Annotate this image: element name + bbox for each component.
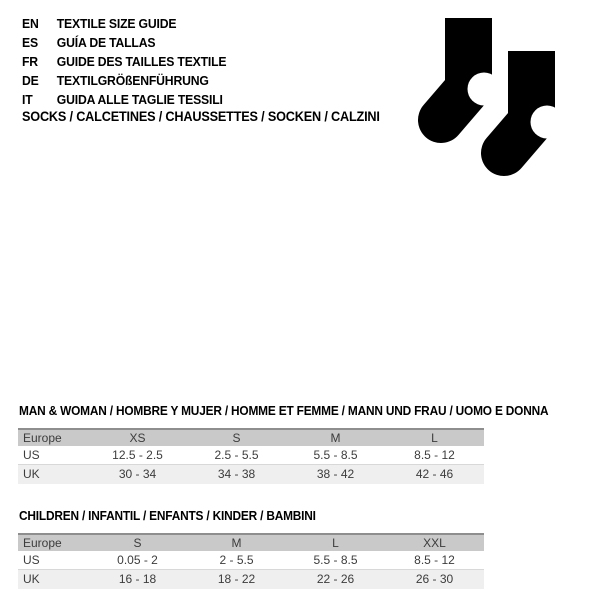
size-table [18, 533, 484, 589]
language-code: FR [22, 54, 38, 69]
table-header-row [18, 533, 484, 551]
column-header-s: S [232, 431, 241, 445]
column-header-europe: Europe [23, 431, 62, 445]
value-cell: 38 - 42 [316, 467, 355, 481]
table-row-uk [18, 570, 484, 589]
value-cell: 16 - 18 [118, 572, 157, 586]
column-header-m: M [231, 536, 242, 550]
table-title: CHILDREN / INFANTIL / ENFANTS / KINDER / BAMBINI [19, 509, 316, 523]
language-code: IT [22, 92, 33, 107]
language-code: DE [22, 73, 39, 88]
value-cell: 12.5 - 2.5 [112, 448, 163, 462]
language-label: TEXTILGRÖßENFÜHRUNG [56, 73, 209, 88]
category-heading: SOCKS / CALCETINES / CHAUSSETTES / SOCKEN / CALZINI [22, 109, 380, 124]
language-item-it [22, 90, 226, 109]
value-cell: 5.5 - 8.5 [313, 553, 358, 567]
table-row-uk [18, 465, 484, 484]
value-cell: 22 - 26 [316, 572, 355, 586]
value-cell: 2 - 5.5 [219, 553, 254, 567]
language-list [22, 14, 226, 109]
region-cell: UK [23, 467, 40, 481]
value-cell: 0.05 - 2 [117, 553, 158, 567]
column-header-s: S [133, 536, 142, 550]
language-label: GUIDA ALLE TAGLIE TESSILI [56, 92, 223, 107]
language-item-de [22, 71, 226, 90]
value-cell: 5.5 - 8.5 [313, 448, 358, 462]
value-cell: 8.5 - 12 [414, 448, 455, 462]
column-header-xxl: XXL [423, 536, 446, 550]
language-item-fr [22, 52, 226, 71]
value-cell: 30 - 34 [118, 467, 157, 481]
region-cell: US [23, 448, 40, 462]
table-row-us [18, 551, 484, 570]
socks-icon [408, 12, 568, 182]
column-header-europe: Europe [23, 536, 62, 550]
value-cell: 34 - 38 [217, 467, 256, 481]
column-header-m: M [330, 431, 341, 445]
value-cell: 8.5 - 12 [414, 553, 455, 567]
table-row-us [18, 446, 484, 465]
column-header-xs: XS [129, 431, 146, 445]
value-cell: 42 - 46 [415, 467, 454, 481]
language-label: GUÍA DE TALLAS [56, 35, 156, 50]
table-title: MAN & WOMAN / HOMBRE Y MUJER / HOMME ET FEMME / MANN UND FRAU / UOMO E DONNA [19, 404, 549, 418]
language-item-en [22, 14, 226, 33]
region-cell: US [23, 553, 40, 567]
value-cell: 2.5 - 5.5 [214, 448, 259, 462]
language-code: ES [22, 35, 38, 50]
table-header-row [18, 428, 484, 446]
language-item-es [22, 33, 226, 52]
value-cell: 18 - 22 [217, 572, 256, 586]
language-code: EN [22, 16, 39, 31]
column-header-l: L [431, 431, 438, 445]
size-table-children [18, 509, 484, 589]
language-label: TEXTILE SIZE GUIDE [56, 16, 177, 31]
value-cell: 26 - 30 [415, 572, 454, 586]
language-label: GUIDE DES TAILLES TEXTILE [56, 54, 227, 69]
column-header-l: L [332, 536, 339, 550]
size-table [18, 428, 484, 484]
region-cell: UK [23, 572, 40, 586]
size-table-man-woman [18, 404, 549, 484]
